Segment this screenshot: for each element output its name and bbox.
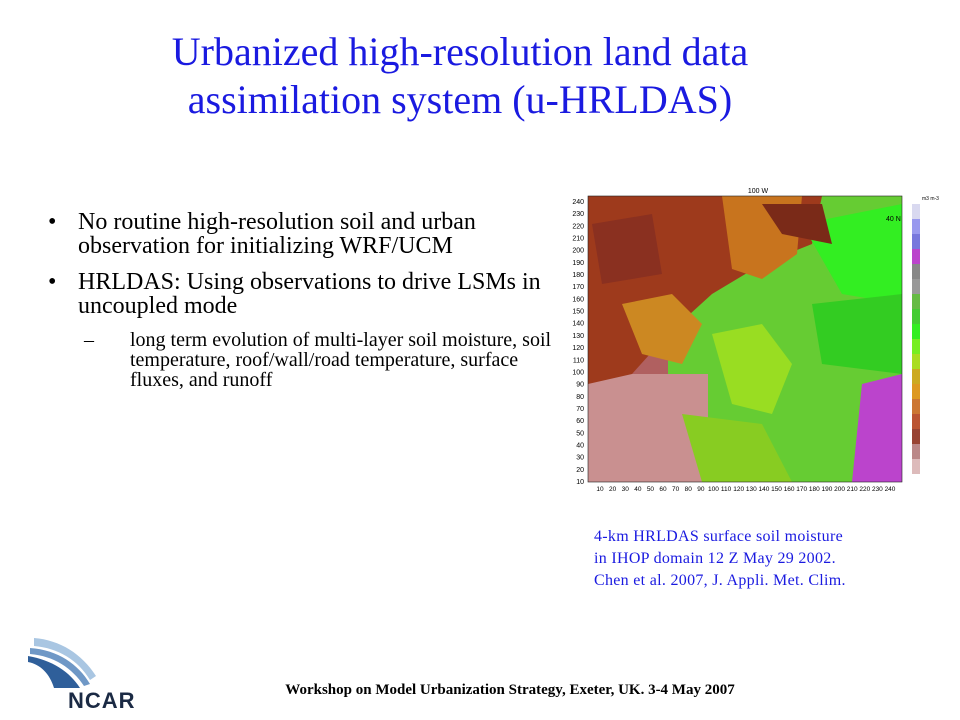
colorbar [912,204,920,474]
colorbar-swatch [912,444,920,459]
colorbar-swatch [912,309,920,324]
colorbar-swatch [912,234,920,249]
bullet-dot: • [48,269,57,295]
bullet-text: No routine high-resolution soil and urban observation for initializing WRF/UCM [78,209,476,259]
colorbar-swatch [912,369,920,384]
y-tick-label: 60 [576,418,584,426]
figure-caption [594,526,934,592]
y-tick-label: 210 [572,235,584,243]
x-tick-label: 150 [771,486,782,493]
caption-line-1: 4-km HRLDAS surface soil moisture [594,528,843,545]
y-tick-label: 150 [572,308,584,316]
y-tick-label: 50 [576,430,584,438]
y-tick-label: 100 [572,369,584,377]
x-tick-label: 160 [783,486,795,493]
caption-line-3: Chen et al. 2007, J. Appli. Met. Clim. [594,572,846,589]
y-tick-label: 120 [572,345,584,353]
x-tick-label: 30 [621,486,629,493]
y-tick-label: 90 [576,381,584,389]
bullet-dot: • [48,209,57,235]
x-tick-label: 50 [646,486,655,493]
bullet-list [48,210,558,390]
y-tick-label: 190 [572,259,584,267]
colorbar-swatch [912,384,920,399]
x-tick-label: 20 [608,486,617,493]
colorbar-swatch [912,324,920,339]
colorbar-swatch [912,264,920,279]
logo-text: NCAR [68,688,136,713]
y-tick-label: 160 [572,296,584,304]
slide-title [60,28,860,124]
y-tick-label: 20 [576,466,584,474]
y-tick-label: 200 [572,247,584,255]
sub-bullet-text: long term evolution of multi-layer soil moisture, soil temperature, roof/wall/road temperature, surface fluxes, and runoff [130,329,552,391]
x-tick-label: 120 [733,486,745,493]
y-tick-label: 130 [572,332,584,340]
sub-bullet-item [48,330,558,390]
colorbar-swatch [912,339,920,354]
x-tick-label: 190 [821,486,833,493]
y-tick-label: 240 [572,199,584,206]
x-tick-label: 90 [697,486,705,493]
y-tick-label: 230 [572,211,584,219]
sub-bullet-dash: – [84,329,94,351]
x-tick-label: 240 [884,486,896,493]
x-tick-label: 110 [720,486,732,493]
y-tick-label: 110 [572,357,584,365]
y-tick-label: 10 [576,479,584,486]
x-tick-label: 80 [684,486,692,493]
x-tick-label: 170 [796,486,808,493]
longitude-label: 100 W [747,188,769,195]
x-tick-label: 220 [859,486,871,493]
x-tick-label: 70 [672,486,680,493]
colorbar-swatch [912,459,920,474]
soil-moisture-map [562,184,942,494]
y-tick-label: 140 [572,320,584,328]
map-field [588,196,902,482]
colorbar-swatch [912,429,920,444]
y-axis-ticks [572,199,584,486]
caption-line-2: in IHOP domain 12 Z May 29 2002. [594,550,836,567]
bullet-item [48,210,558,258]
y-tick-label: 170 [572,284,584,292]
x-tick-label: 140 [758,486,770,493]
y-tick-label: 70 [576,405,584,413]
x-tick-label: 180 [808,486,820,493]
y-tick-label: 40 [576,442,584,450]
x-axis-ticks [596,486,895,493]
x-tick-label: 230 [871,486,883,493]
colorbar-swatch [912,294,920,309]
colorbar-swatch [912,354,920,369]
colorbar-swatch [912,279,920,294]
y-tick-label: 80 [576,393,584,401]
latitude-label: 40 N [886,216,901,223]
colorbar-unit: m3 m-3 [922,196,939,202]
colorbar-swatch [912,414,920,429]
title-line-1: Urbanized high-resolution land data [171,29,749,74]
colorbar-swatch [912,399,920,414]
colorbar-swatch [912,219,920,234]
x-tick-label: 60 [659,486,667,493]
footer-text: Workshop on Model Urbanization Strategy, Exeter, UK. 3-4 May 2007 [285,682,735,698]
bullet-text: HRLDAS: Using observations to drive LSMs in uncoupled mode [78,269,541,319]
x-tick-label: 40 [634,486,642,493]
colorbar-swatch [912,204,920,219]
colorbar-swatch [912,249,920,264]
x-tick-label: 100 [708,486,719,493]
y-tick-label: 220 [572,223,584,231]
x-tick-label: 130 [745,486,757,493]
title-line-2: assimilation system (u-HRLDAS) [187,77,733,122]
y-tick-label: 30 [576,454,584,462]
x-tick-label: 200 [834,486,845,493]
bullet-item [48,270,558,318]
x-tick-label: 210 [846,486,858,493]
x-tick-label: 10 [596,486,604,493]
y-tick-label: 180 [572,272,584,280]
